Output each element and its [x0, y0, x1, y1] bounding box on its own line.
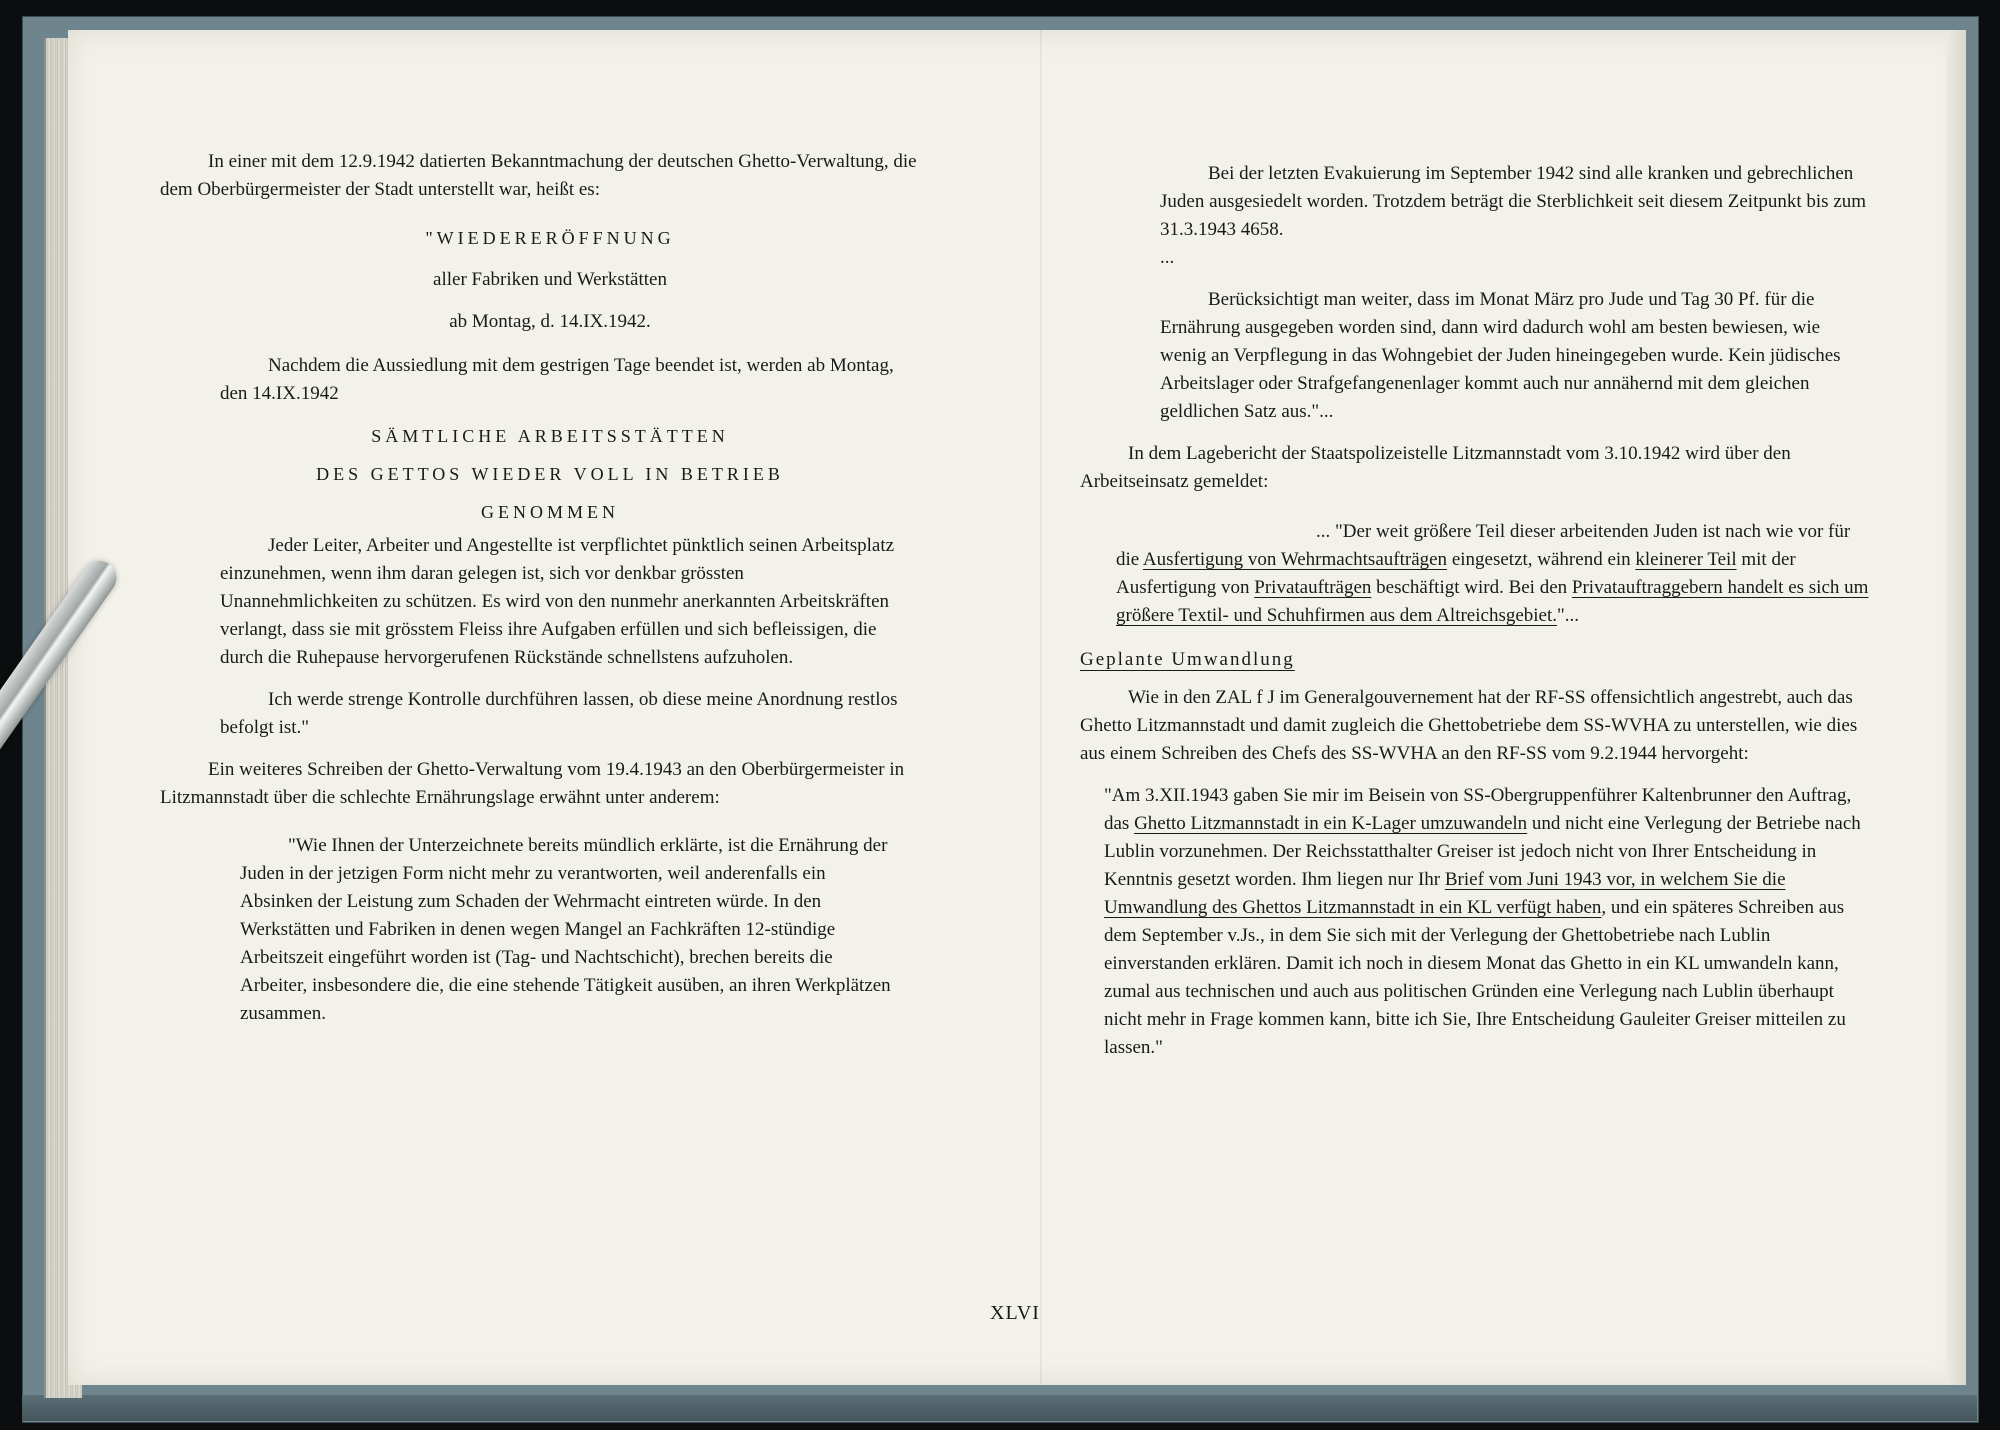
- notice-caps-2: DES GETTOS WIEDER VOLL IN BETRIEB: [316, 464, 784, 484]
- ellipsis: ...: [1160, 247, 1175, 268]
- wvha-letter-quote: "Am 3.XII.1943 gaben Sie mir im Beisein von SS-Obergruppenführer Kaltenbrunner den Auftrag, das Ghetto Litzmannstadt in ein K-Lager umzuwandeln und nicht eine Verlegung der Betriebe nach Lublin vorzunehmen. Der Reichsstatthalter Greiser ist jedoch nicht von Ihrer Entscheidung in Kenntnis gesetzt worden. Ihm liegen nur Ihr Brief vom Juni 1943 vor, in welchem Sie die Umwandlung des Ghettos Litzmannstadt in ein KL verfügt haben, und ein späteres Schreiben aus dem September v.Js., in dem Sie sich mit der Verlegung der Ghettobetriebe nach Lublin einverstanden erklären. Damit ich noch in diesem Monat das Ghetto in ein KL umwandeln kann, zumal aus technischen und auch aus politischen Gründen eine Verlegung nach Lublin überhaupt nicht mehr in Frage kommen kann, bitte ich Sie, Ihre Entscheidung Gauleiter Greiser mitteilen zu lassen.": [1104, 785, 1861, 1058]
- left-page-text: [160, 148, 940, 1042]
- right-page-text: [1080, 160, 1880, 1076]
- notice-caps-3: GENOMMEN: [481, 502, 619, 522]
- left-paragraph-1: Nachdem die Aussiedlung mit dem gestrigen Tage beendet ist, werden ab Montag, den 14.IX.1942: [220, 355, 894, 404]
- section-heading: Geplante Umwandlung: [1080, 649, 1295, 670]
- right-paragraph-4: Wie in den ZAL f J im Generalgouvernement hat der RF-SS offensichtlich angestrebt, auch das Ghetto Litzmannstadt und damit zugleich die Ghettobetriebe dem SS-WVHA zu unterstellen, wie dies aus einem Schreiben des Chefs des SS-WVHA an den RF-SS vom 9.2.1944 hervorgeht:: [1080, 687, 1858, 764]
- left-paragraph-2: Jeder Leiter, Arbeiter und Angestellte ist verpflichtet pünktlich seinen Arbeitsplatz einzunehmen, wenn ihm daran gelegen ist, sich vor denkbar grössten Unannehmlichkeiten zu schützen. Es wird von den nunmehr anerkannten Arbeitskräften verlangt, dass sie mit grösstem Fleiss ihre Aufgaben erfüllen und sich befleissigen, die durch die Ruhepause hervorgerufenen Rückstände schnellstens aufzuholen.: [220, 535, 895, 668]
- right-paragraph-1: Bei der letzten Evakuierung im September 1942 sind alle kranken und gebrechlichen Juden ausgesiedelt worden. Trotzdem beträgt die Sterblichkeit seit diesem Zeitpunkt bis zum 31.3.1943 4658.: [1160, 163, 1867, 240]
- cover-bottom-edge: [22, 1395, 1977, 1421]
- notice-heading-1: "WIEDERERÖFFNUNG: [425, 228, 675, 248]
- left-paragraph-4: Ein weiteres Schreiben der Ghetto-Verwaltung vom 19.4.1943 an den Oberbürgermeister in Litzmannstadt über die schlechte Ernährungslage erwähnt unter anderem:: [160, 759, 905, 808]
- book-gutter: [1040, 30, 1042, 1385]
- notice-heading-2: aller Fabriken und Werkstätten: [433, 269, 667, 290]
- notice-heading-3: ab Montag, d. 14.IX.1942.: [449, 311, 651, 332]
- left-quote: "Wie Ihnen der Unterzeichnete bereits mündlich erklärte, ist die Ernährung der Juden in der jetzigen Form nicht mehr zu verantworten, weil anderenfalls ein Absinken der Leistung zum Schaden der Wehrmacht eintreten würde. In den Werkstätten und Fabriken in denen wegen Mangel an Fachkräften 12-stündige Arbeitszeit eingeführt worden ist (Tag- und Nachtschicht), brechen bereits die Arbeiter, insbesondere die, die eine stehende Tätigkeit ausüben, an ihren Werkplätzen zusammen.: [240, 835, 891, 1024]
- left-paragraph-3: Ich werde strenge Kontrolle durchführen lassen, ob diese meine Anordnung restlos befolgt ist.": [220, 689, 898, 738]
- page-number: XLVI: [990, 1302, 1040, 1324]
- notice-caps-1: SÄMTLICHE ARBEITSSTÄTTEN: [371, 426, 729, 446]
- right-paragraph-2: Berücksichtigt man weiter, dass im Monat März pro Jude und Tag 30 Pf. für die Ernährung ausgegeben worden sind, dann wird dadurch wohl am besten bewiesen, wie wenig an Verpflegung in das Wohngebiet der Juden hineingegeben wurde. Kein jüdisches Arbeitslager oder Strafgefangenenlager kommt auch nur annähernd mit dem gleichen geldlichen Satz aus."...: [1160, 289, 1841, 422]
- right-page-edge: [1946, 30, 1966, 1385]
- right-paragraph-3: In dem Lagebericht der Staatspolizeistelle Litzmannstadt vom 3.10.1942 wird über den Arbeitseinsatz gemeldet:: [1080, 443, 1791, 492]
- left-intro: In einer mit dem 12.9.1942 datierten Bekanntmachung der deutschen Ghetto-Verwaltung, die dem Oberbürgermeister der Stadt unterstellt war, heißt es:: [160, 151, 917, 200]
- police-report-quote: ... "Der weit größere Teil dieser arbeitenden Juden ist nach wie vor für die Ausfertigung von Wehrmachtsaufträgen eingesetzt, während ein kleinerer Teil mit der Ausfertigung von Privataufträgen beschäftigt wird. Bei den Privatauftraggebern handelt es sich um größere Textil- und Schuhfirmen aus dem Altreichsgebiet."...: [1116, 521, 1869, 626]
